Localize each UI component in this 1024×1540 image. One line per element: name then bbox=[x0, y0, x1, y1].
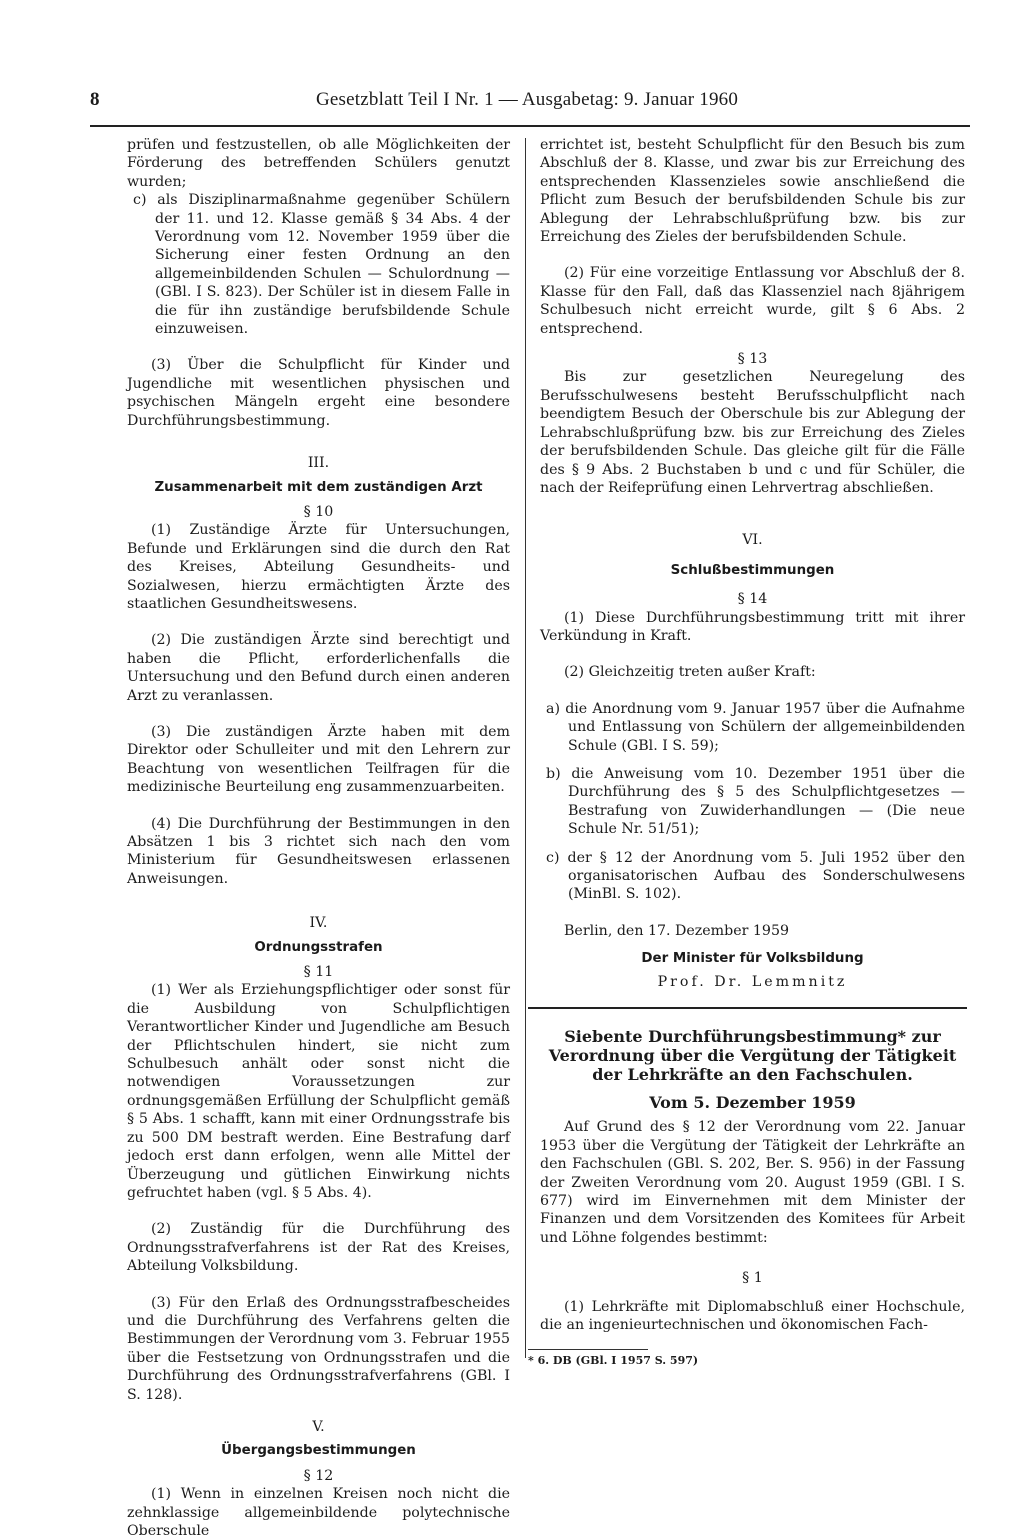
paragraph-12-continuation: errichtet ist, besteht Schulpflicht für den Besuch bis zum Abschluß der 8. Klasse, und zwar bis zur Erreichung des entsprechenden Klassenzieles sowie anschließend die Pflicht zum Besuch der berufsbildenden Schule bis zur Ablegung der Lehrabschlußprüfung bzw. bis zur Erreichung des Zieles der berufsbildenden Schule. bbox=[540, 137, 965, 246]
paragraph-11-2: (2) Zuständig für die Durchführung des Ordnungsstrafverfahrens ist der Rat des Kreises, Abteilung Volksbildung. bbox=[127, 1221, 510, 1275]
paragraph-11-3: (3) Für den Erlaß des Ordnungsstrafbescheides und die Durchführung des Verfahrens gelten die Bestimmungen der Verordnung vom 3. Februar 1955 über die Festsetzung von Ordnungsstrafen und die Durchführung des Ordnungsstrafverfahrens (GBl. I S. 128). bbox=[127, 1294, 510, 1403]
paragraph-12-1: (1) Wenn in einzelnen Kreisen noch nicht die zehnklassige allgemeinbildende polytechnische Oberschule bbox=[127, 1486, 510, 1539]
minister-title: Der Minister für Volksbildung bbox=[641, 951, 864, 967]
ordinance-title: Siebente Durchführungsbestimmung* zur Verordnung über die Vergütung der Tätigkeit der Lehrkräfte an den Fachschulen. bbox=[548, 1027, 957, 1085]
right-column bbox=[528, 136, 965, 1370]
paragraph-11-1: (1) Wer als Erziehungspflichtiger oder sonst für die Ausbildung von Schulpflichtigen Verantwortlicher Kinder und Jugendliche am Besuch der Pflichtschulen hindert, sie nicht zum Schulbesuch anhält oder sonst nicht die notwendigen Voraussetzungen zur ordnungsgemäßen Erfüllung der Schulpflicht gemäß § 5 Abs. 1 schafft, kann mit einer Ordnungsstrafe bis zu 500 DM bestraft werden. Eine Bestrafung darf jedoch erst dann erfolgen, wenn alle Mittel der Überzeugung und gütlichen Einwirkung nichts gefruchtet haben (vgl. § 5 Abs. 4). bbox=[127, 982, 510, 1201]
paragraph-10-2: (2) Die zuständigen Ärzte sind berechtigt und haben die Pflicht, erforderlichenfalls die Untersuchung und den Befund durch einen anderen Arzt zu veranlassen. bbox=[127, 632, 510, 704]
paragraph-sign-12: § 12 bbox=[303, 1467, 334, 1484]
paragraph-sign-14: § 14 bbox=[737, 591, 768, 608]
paragraph-continuation: prüfen und festzustellen, ob alle Möglichkeiten der Förderung des betreffenden Schülers genutzt wurden; bbox=[127, 137, 510, 190]
repealed-item-a: a) die Anordnung vom 9. Januar 1957 über die Aufnahme und Entlassung von Schülern der allgemeinbildenden Schule (GBl. I S. 59); bbox=[546, 700, 965, 754]
section-heading-iii: Zusammenarbeit mit dem zuständigen Arzt bbox=[154, 479, 483, 495]
paragraph-9-3: (3) Über die Schulpflicht für Kinder und Jugendliche mit wesentlichen physischen und psychischen Mängeln ergeht eine besondere Durchführungsbestimmung. bbox=[127, 357, 510, 429]
section-number-iv: IV. bbox=[309, 915, 328, 932]
paragraph-sign-1: § 1 bbox=[742, 1270, 763, 1287]
paragraph-sign-13: § 13 bbox=[737, 351, 768, 368]
paragraph-1-1: (1) Lehrkräfte mit Diplomabschluß einer Hochschule, die an ingenieurtechnischen und ökonomischen Fach- bbox=[540, 1298, 965, 1334]
section-heading-vi: Schlußbestimmungen bbox=[670, 562, 835, 578]
section-number-v: V. bbox=[312, 1418, 325, 1435]
paragraph-10-4: (4) Die Durchführung der Bestimmungen in den Absätzen 1 bis 3 richtet sich nach den vom Ministerium für Gesundheitswesen erlassenen Anweisungen. bbox=[127, 815, 510, 887]
paragraph-14-1: (1) Diese Durchführungsbestimmung tritt mit ihrer Verkündung in Kraft. bbox=[540, 609, 965, 644]
ordinance-separator bbox=[528, 1007, 967, 1009]
list-item-c: c) als Disziplinarmaßnahme gegenüber Schülern der 11. und 12. Klasse gemäß § 34 Abs. 4 der Verordnung vom 12. November 1959 über die Sicherung einer festen Ordnung an den allgemeinbildenden Schulen — Schulordnung — (GBl. I S. 823). Der Schüler ist in diesem Falle in die für ihn zuständige berufsbildende Schule einzuweisen. bbox=[133, 192, 510, 338]
column-divider bbox=[525, 138, 526, 1358]
footnote: * 6. DB (GBl. I 1957 S. 597) bbox=[528, 1353, 699, 1367]
place-and-date: Berlin, den 17. Dezember 1959 bbox=[564, 922, 790, 939]
signatory-name: Prof. Dr. Lemmnitz bbox=[657, 973, 848, 990]
header-rule bbox=[90, 125, 970, 127]
gazette-title: Gesetzblatt Teil I Nr. 1 — Ausgabetag: 9. Januar 1960 bbox=[316, 89, 739, 110]
section-number-vi: VI. bbox=[742, 532, 763, 549]
paragraph-10-3: (3) Die zuständigen Ärzte haben mit dem Direktor oder Schulleiter und mit den Lehrern zur Beachtung von wesentlichen Teilfragen für die medizinische Beurteilung eng zusammenzuarbeiten. bbox=[127, 723, 510, 796]
page-header bbox=[90, 89, 970, 113]
page-number: 8 bbox=[90, 89, 100, 110]
footnote-rule bbox=[528, 1349, 648, 1350]
paragraph-13: Bis zur gesetzlichen Neuregelung des Berufsschulwesens besteht Berufsschulpflicht nach beendigtem Besuch der Oberschule bis zur Ablegung der Lehrabschlußprüfung bzw. bis zur Erreichung des Zieles der berufsbildenden Schule. Das gleiche gilt für die Fälle des § 9 Abs. 2 Buchstaben b und c und für Schüler, die nach der Reifeprüfung einen Lehrvertrag abschließen. bbox=[540, 369, 965, 496]
paragraph-10-1: (1) Zuständige Ärzte für Untersuchungen, Befunde und Erklärungen sind die durch den Rat des Kreises, Abteilung Gesundheits- und Sozialwesen, hierzu ermächtigten Ärzte des staatlichen Gesundheitswesens. bbox=[127, 522, 510, 612]
paragraph-sign-10: § 10 bbox=[303, 503, 334, 520]
paragraph-12-2: (2) Für eine vorzeitige Entlassung vor Abschluß der 8. Klasse für den Fall, daß das Klassenziel nach 8jährigem Schulbesuch nicht erreicht wurde, gilt § 6 Abs. 2 entsprechend. bbox=[540, 265, 965, 337]
ordinance-preamble: Auf Grund des § 12 der Verordnung vom 22. Januar 1953 über die Vergütung der Tätigkeit der Lehrkräfte an den Fachschulen (GBl. S. 202, Ber. S. 956) in der Fassung der Zweiten Verordnung vom 20. August 1959 (GBl. I S. 677) wird im Einvernehmen mit dem Minister der Finanzen und dem Vorsitzenden des Komitees für Arbeit und Löhne folgendes bestimmt: bbox=[540, 1119, 965, 1246]
paragraph-sign-11: § 11 bbox=[303, 964, 334, 981]
section-heading-iv: Ordnungsstrafen bbox=[254, 939, 383, 955]
ordinance-date: Vom 5. Dezember 1959 bbox=[649, 1093, 856, 1113]
repealed-item-c: c) der § 12 der Anordnung vom 5. Juli 1952 über den organisatorischen Aufbau des Sonderschulwesens (MinBl. S. 102). bbox=[546, 849, 965, 903]
paragraph-14-2: (2) Gleichzeitig treten außer Kraft: bbox=[564, 664, 816, 681]
section-number-iii: III. bbox=[307, 455, 330, 472]
section-heading-v: Übergangsbestimmungen bbox=[221, 1443, 416, 1459]
repealed-item-b: b) die Anweisung vom 10. Dezember 1951 über die Durchführung des § 5 des Schulpflichtgesetzes — Bestrafung von Zuwiderhandlungen — (Die neue Schule Nr. 51/51); bbox=[546, 765, 965, 838]
left-column bbox=[127, 136, 510, 1540]
